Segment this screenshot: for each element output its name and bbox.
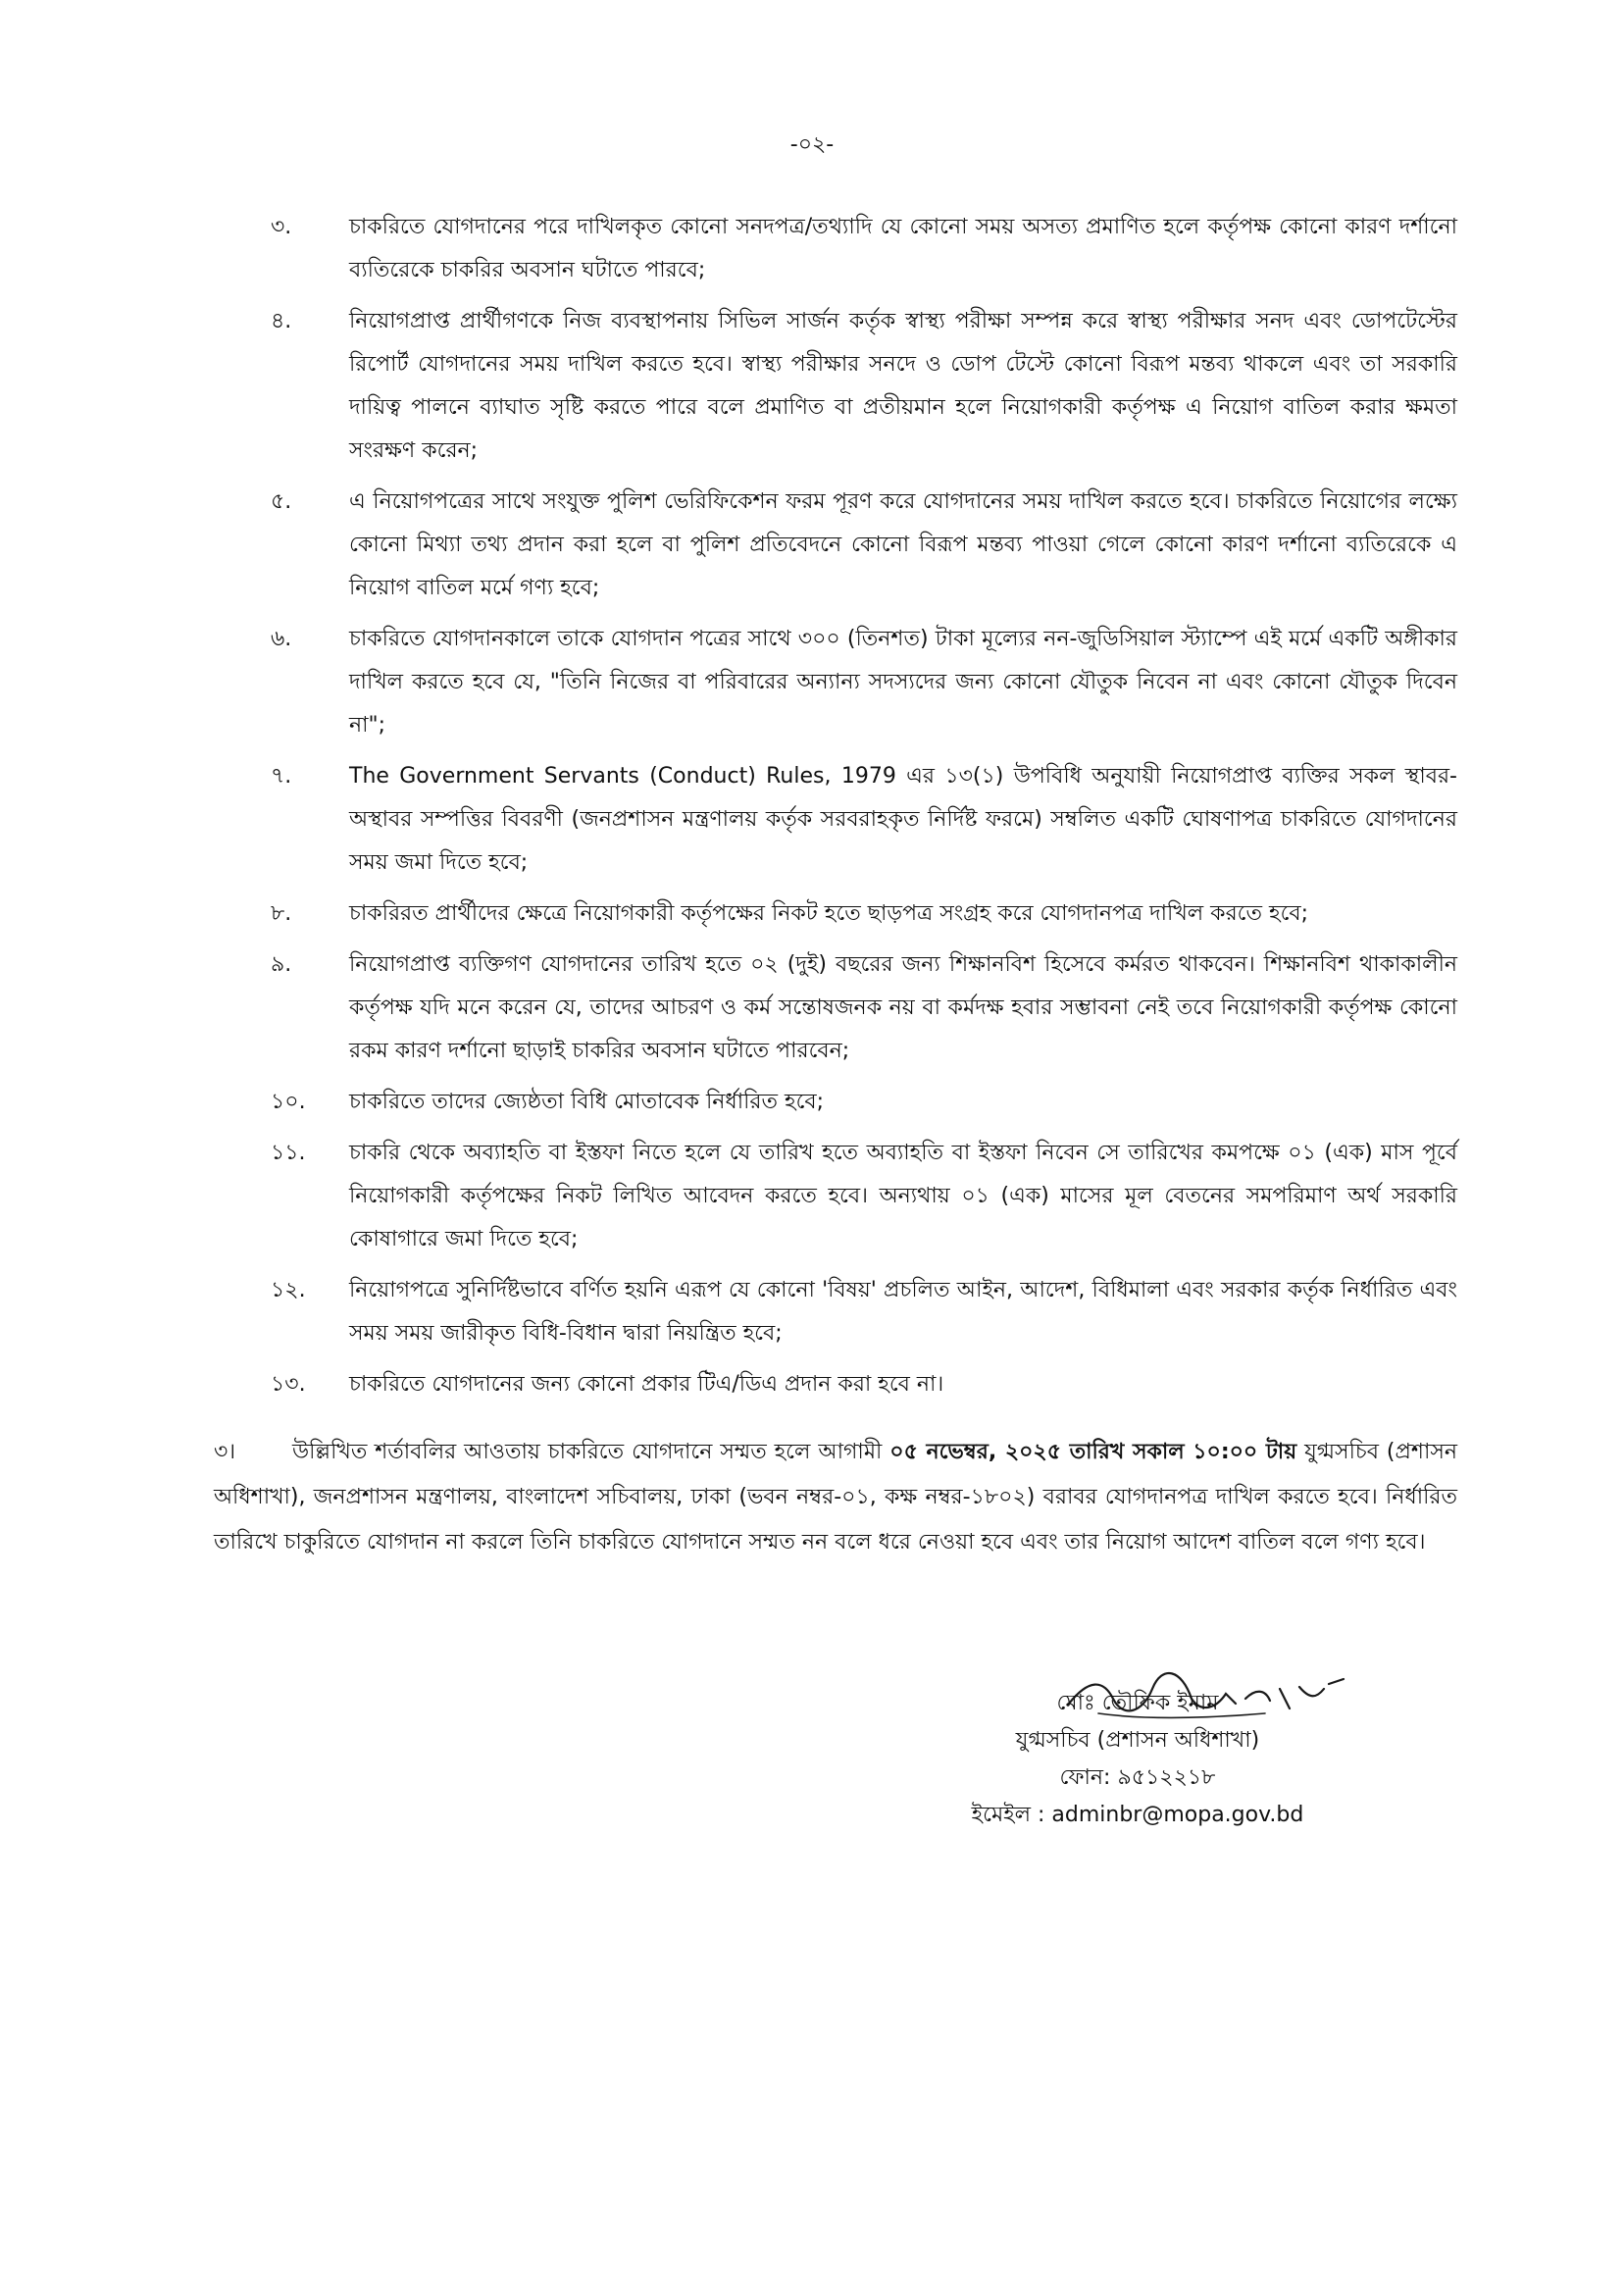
signature-block <box>932 1685 1344 1834</box>
term-text: চাকরিতে যোগদানের পরে দাখিলকৃত কোনো সনদপত্র/তথ্যাদি যে কোনো সময় অসত্য প্রমাণিত হলে কর্তৃপক্ষ কোনো কারণ দর্শানো ব্যতিরেকে চাকরির অবসান ঘটাতে পারবে; <box>349 215 1457 282</box>
signatory-email: ইমেইল : adminbr@mopa.gov.bd <box>971 1803 1304 1827</box>
term-text: নিয়োগপত্রে সুনির্দিষ্টভাবে বর্ণিত হয়নি এরূপ যে কোনো 'বিষয়' প্রচলিত আইন, আদেশ, বিধিমালা এবং সরকার কর্তৃক নির্ধারিত এবং সময় সময় জারীকৃত বিধি-বিধান দ্বারা নিয়ন্ত্রিত হবে; <box>349 1278 1457 1346</box>
term-text: নিয়োগপ্রাপ্ত ব্যক্তিগণ যোগদানের তারিখ হতে ০২ (দুই) বছরের জন্য শিক্ষানবিশ হিসেবে কর্মরত থাকবেন। শিক্ষানবিশ থাকাকালীন কর্তৃপক্ষ যদি মনে করেন যে, তাদের আচরণ ও কর্ম সন্তোষজনক নয় বা কর্মদক্ষ হবার সম্ভাবনা নেই তবে নিয়োগকারী কর্তৃপক্ষ কোনো রকম কারণ দর্শানো ছাড়াই চাকরির অবসান ঘটাতে পারবেন; <box>349 952 1457 1063</box>
clause-number: ৩। <box>214 1440 236 1464</box>
term-item <box>271 481 1457 610</box>
term-item <box>271 618 1457 747</box>
term-number: ১৩. <box>271 1372 306 1397</box>
page-number: -০২- <box>789 132 835 157</box>
term-text: The Government Servants (Conduct) Rules, 1979 এর ১৩(১) উপবিধি অনুযায়ী নিয়োগপ্রাপ্ত ব্যক্তির সকল স্থাবর-অস্থাবর সম্পত্তির বিবরণী (জনপ্রশাসন মন্ত্রণালয় কর্তৃক সরবরাহকৃত নির্দিষ্ট ফরমে) সম্বলিত একটি ঘোষণাপত্র চাকরিতে যোগদানের সময় জমা দিতে হবে; <box>349 764 1457 875</box>
term-text: চাকরি থেকে অব্যাহতি বা ইস্তফা নিতে হলে যে তারিখ হতে অব্যাহতি বা ইস্তফা নিবেন সে তারিখের কমপক্ষে ০১ (এক) মাস পূর্বে নিয়োগকারী কর্তৃপক্ষের নিকট লিখিত আবেদন করতে হবে। অন্যথায় ০১ (এক) মাসের মূল বেতনের সমপরিমাণ অর্থ সরকারি কোষাগারে জমা দিতে হবে; <box>349 1141 1457 1251</box>
joining-clause <box>214 1430 1457 1565</box>
term-item <box>271 943 1457 1073</box>
term-number: ১১. <box>271 1141 306 1165</box>
term-item <box>271 1081 1457 1124</box>
term-text: এ নিয়োগপত্রের সাথে সংযুক্ত পুলিশ ভেরিফিকেশন ফরম পূরণ করে যোগদানের সময় দাখিল করতে হবে। চাকরিতে নিয়োগের লক্ষ্যে কোনো মিথ্যা তথ্য প্রদান করা হলে বা পুলিশ প্রতিবেদনে কোনো বিরূপ মন্তব্য পাওয়া গেলে কোনো কারণ দর্শানো ব্যতিরেকে এ নিয়োগ বাতিল মর্মে গণ্য হবে; <box>349 489 1457 600</box>
signatory-name: মোঃ তৌফিক ইমাম <box>1056 1691 1219 1715</box>
term-number: ৯. <box>271 952 292 977</box>
clause-text-body: যুগ্মসচিব (প্রশাসন অধিশাখা), জনপ্রশাসন মন্ত্রণালয়, বাংলাদেশ সচিবালয়, ঢাকা (ভবন নম্বর-০১, কক্ষ নম্বর-১৮০২) বরাবর যোগদানপত্র দাখিল করতে হবে। নির্ধারিত তারিখে চাকুরিতে যোগদান না করলে তিনি চাকরিতে যোগদানে সম্মত নন বলে ধরে নেওয়া হবে এবং তার নিয়োগ আদেশ বাতিল বলে গণ্য হবে। <box>214 1440 1457 1555</box>
term-number: ৬. <box>271 627 292 651</box>
joining-date-time: ০৫ নভেম্বর, ২০২৫ তারিখ সকাল ১০:০০ টায় <box>889 1440 1297 1464</box>
term-item <box>271 206 1457 292</box>
term-number: ১০. <box>271 1090 306 1114</box>
term-text: চাকরিতে যোগদানের জন্য কোনো প্রকার টিএ/ডিএ প্রদান করা হবে না। <box>349 1372 944 1397</box>
signatory-designation: যুগ্মসচিব (প্রশাসন অধিশাখা) <box>1015 1728 1260 1753</box>
terms-list <box>271 206 1457 1414</box>
term-number: ৫. <box>271 489 292 514</box>
term-text: চাকরিতে যোগদানকালে তাকে যোগদান পত্রের সাথে ৩০০ (তিনশত) টাকা মূল্যের নন-জুডিসিয়াল স্ট্যাম্পে এই মর্মে একটি অঙ্গীকার দাখিল করতে হবে যে, "তিনি নিজের বা পরিবারের অন্যান্য সদস্যদের জন্য কোনো যৌতুক নিবেন না এবং কোনো যৌতুক দিবেন না"; <box>349 627 1457 738</box>
term-item <box>271 1132 1457 1261</box>
term-item <box>271 1363 1457 1406</box>
term-number: ১২. <box>271 1278 306 1302</box>
term-item <box>271 1269 1457 1355</box>
term-item <box>271 755 1457 885</box>
term-item <box>271 300 1457 473</box>
term-text: চাকরিরত প্রার্থীদের ক্ষেত্রে নিয়োগকারী কর্তৃপক্ষের নিকট হতে ছাড়পত্র সংগ্রহ করে যোগদানপত্র দাখিল করতে হবে; <box>349 901 1309 926</box>
term-number: ৭. <box>271 764 292 789</box>
signatory-phone: ফোন: ৯৫১২২১৮ <box>1059 1765 1216 1790</box>
term-text: চাকরিতে তাদের জ্যেষ্ঠতা বিধি মোতাবেক নির্ধারিত হবে; <box>349 1090 825 1114</box>
term-number: ৪. <box>271 309 292 333</box>
term-item <box>271 892 1457 936</box>
term-number: ৮. <box>271 901 292 926</box>
term-number: ৩. <box>271 215 292 239</box>
term-text: নিয়োগপ্রাপ্ত প্রার্থীগণকে নিজ ব্যবস্থাপনায় সিভিল সার্জন কর্তৃক স্বাস্থ্য পরীক্ষা সম্পন্ন করে স্বাস্থ্য পরীক্ষার সনদ এবং ডোপটেস্টের রিপোর্ট যোগদানের সময় দাখিল করতে হবে। স্বাস্থ্য পরীক্ষার সনদে ও ডোপ টেস্টে কোনো বিরূপ মন্তব্য থাকলে এবং তা সরকারি দায়িত্ব পালনে ব্যাঘাত সৃষ্টি করতে পারে বলে প্রমাণিত বা প্রতীয়মান হলে নিয়োগকারী কর্তৃপক্ষ এ নিয়োগ বাতিল করার ক্ষমতা সংরক্ষণ করেন; <box>349 309 1457 463</box>
clause-text-intro: উল্লিখিত শর্তাবলির আওতায় চাকরিতে যোগদানে সম্মত হলে আগামী <box>292 1440 883 1464</box>
